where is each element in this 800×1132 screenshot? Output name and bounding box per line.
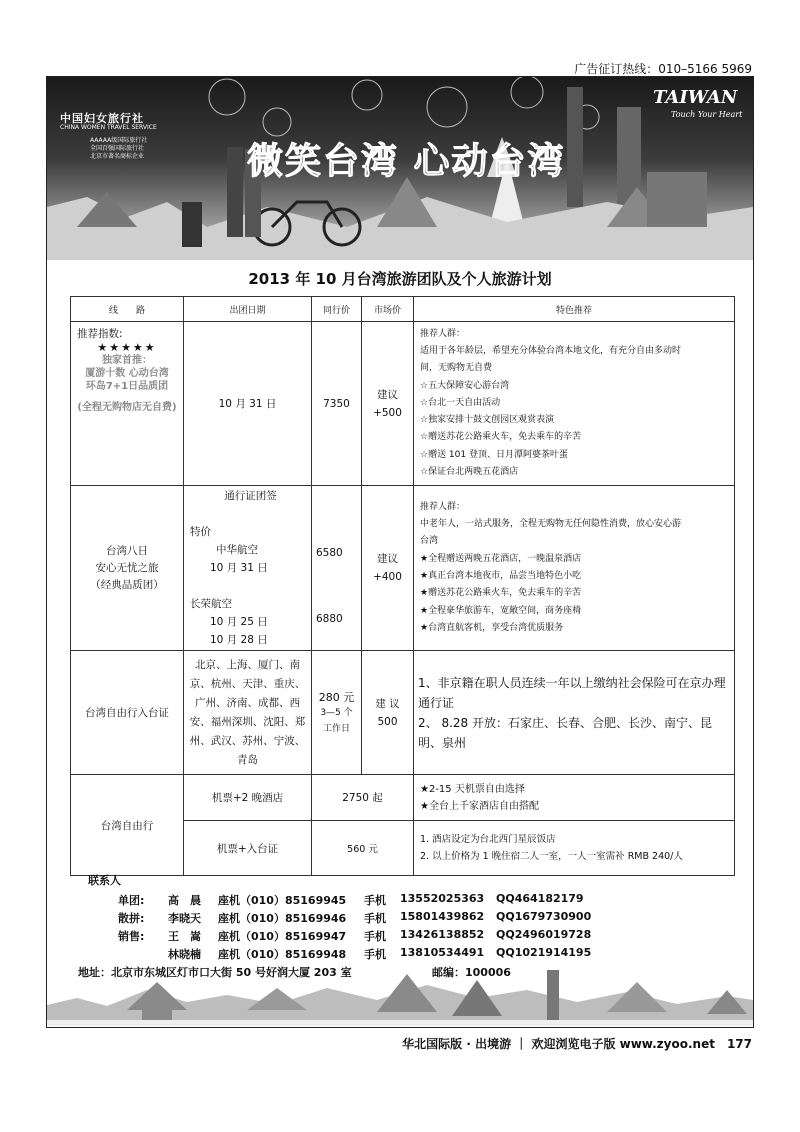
features-cell: 推荐人群： 中老年人，一站式服务，全程无购物无任何隐性消费，放心安心游 台湾 ★全程赠送两晚五花酒店，一晚温泉酒店 ★真正台湾本地夜市，品尝当地特色小吃 ★赠送苏花公路乘火车，免去乘车的辛苦 ★全程豪华旅游车，宽敞空间，商务座椅 ★台湾直航客机，享受台湾优质服务 bbox=[414, 486, 735, 651]
table-row bbox=[71, 322, 735, 486]
header-market-price: 市场价 bbox=[362, 297, 414, 322]
table-header bbox=[71, 297, 735, 322]
route-cell: 台湾八日 安心无忧之旅 （经典品质团） bbox=[71, 486, 184, 651]
route-highlight: 独家首推： 厦游十数 心动台湾 环岛7+1日品质团 bbox=[85, 355, 169, 392]
tour-plan-table bbox=[70, 296, 735, 876]
item-cell: 机票+入台证 bbox=[184, 821, 312, 876]
table-row bbox=[71, 486, 735, 651]
contact-phone: 座机（010）85169948 bbox=[218, 948, 347, 961]
header-peer-price: 同行价 bbox=[312, 297, 362, 322]
contact-name: 王 嵩 bbox=[168, 930, 201, 943]
page-title: 2013 年 10 月台湾旅游团队及个人旅游计划 bbox=[248, 270, 552, 288]
route-note: (全程无购物店无自费) bbox=[77, 402, 177, 413]
contact-mobile: 13552025363 bbox=[400, 892, 485, 905]
contact-mobile-label: 手机 bbox=[364, 948, 386, 961]
recommend-stars: ★★★★★ bbox=[97, 341, 157, 354]
logo-subtitle: AAAAA级国际旅行社 全国百强国际旅行社 北京市著名商标企业 bbox=[90, 137, 148, 160]
peer-price-cell: 6580 6880 bbox=[312, 486, 362, 651]
recommend-label: 推荐指数: bbox=[77, 328, 123, 340]
contact-mobile: 15801439862 bbox=[400, 910, 485, 923]
ad-hotline: 广告征订热线：010–5166 5969 bbox=[574, 62, 752, 76]
item-cell: 机票+2 晚酒店 bbox=[184, 775, 312, 821]
features-cell: ★2-15 天机票自由选择 ★全台上千家酒店自由搭配 bbox=[414, 775, 735, 821]
price-cell: 280 元 3—5 个 工作日 bbox=[312, 651, 362, 775]
market-price-cell: 建议 +500 bbox=[362, 322, 414, 486]
contact-role: 散拼: bbox=[118, 912, 145, 925]
contacts-heading: 联系人 bbox=[88, 874, 121, 887]
contact-phone: 座机（010）85169947 bbox=[218, 930, 347, 943]
contact-qq: QQ464182179 bbox=[496, 892, 584, 905]
header-features: 特色推荐 bbox=[414, 297, 735, 322]
logo-text-en: CHINA WOMEN TRAVEL SERVICE bbox=[60, 124, 157, 131]
taiwan-tagline: Touch Your Heart bbox=[671, 110, 743, 119]
table-row bbox=[71, 651, 735, 775]
taiwan-logo: TAIWAN bbox=[653, 87, 738, 108]
contact-name: 林晓楠 bbox=[168, 948, 201, 961]
market-price-cell: 建 议 500 bbox=[362, 651, 414, 775]
contact-role: 销售: bbox=[118, 930, 145, 943]
market-price-cell: 建议 +400 bbox=[362, 486, 414, 651]
page-footer: 华北国际版 · 出境游 ｜ 欢迎浏览电子版 www.zyoo.net 177 bbox=[402, 1037, 752, 1051]
cities-cell: 北京、上海、厦门、南京、杭州、天津、重庆、广州、济南、成都、西安、福州深圳、沈阳、郑州、武汉、苏州、宁波、青岛 bbox=[184, 651, 312, 775]
contact-name: 高 晨 bbox=[168, 894, 201, 907]
contact-mobile-label: 手机 bbox=[364, 930, 386, 943]
contact-name: 李晓天 bbox=[168, 912, 201, 925]
table-row bbox=[71, 775, 735, 821]
contact-mobile: 13426138852 bbox=[400, 928, 485, 941]
route-cell: 台湾自由行 bbox=[71, 775, 184, 876]
contact-qq: QQ1679730900 bbox=[496, 910, 592, 923]
header-date: 出团日期 bbox=[184, 297, 312, 322]
date-cell: 通行证团签 特价 中华航空 10 月 31 日 长荣航空 10 月 25 日 10 月 28 日 bbox=[184, 486, 312, 651]
address: 地址：北京市东城区灯市口大街 50 号好润大厦 203 室 bbox=[78, 966, 352, 979]
logo-text-cn: 中国妇女旅行社 bbox=[60, 112, 144, 125]
price-cell: 560 元 bbox=[312, 821, 414, 876]
price-cell: 2750 起 bbox=[312, 775, 414, 821]
header-route: 线 路 bbox=[71, 297, 184, 322]
contact-phone: 座机（010）85169945 bbox=[218, 894, 347, 907]
route-cell: 台湾自由行入台证 bbox=[71, 651, 184, 775]
skyline-illustration bbox=[47, 960, 753, 1026]
contact-mobile: 13810534491 bbox=[400, 946, 485, 959]
features-cell: 推荐人群： 适用于各年龄层，希望充分体验台湾本地文化，有充分自由多动时 间，无购物无自费 ☆五大保障安心游台湾 ☆台北一天自由活动 ☆独家安排十鼓文创园区观赏表演 ☆赠送苏花公路乘火车，免去乘车的辛苦 ☆赠送 101 登顶、日月潭阿婆茶叶蛋 ☆保证台北两晚五花酒店 bbox=[414, 322, 735, 486]
banner-slogan: 微笑台湾 心动台湾 bbox=[247, 141, 566, 182]
peer-price-cell: 7350 bbox=[312, 322, 362, 486]
postcode: 邮编：100006 bbox=[432, 966, 511, 979]
features-cell: 1. 酒店设定为台北西门星辰饭店 2. 以上价格为 1 晚住宿二人一室，一人一室需补 RMB 240/人 bbox=[414, 821, 735, 876]
contact-qq: QQ2496019728 bbox=[496, 928, 592, 941]
route-cell bbox=[71, 322, 184, 486]
date-cell: 10 月 31 日 bbox=[184, 322, 312, 486]
contact-qq: QQ1021914195 bbox=[496, 946, 592, 959]
contact-phone: 座机（010）85169946 bbox=[218, 912, 347, 925]
contact-mobile-label: 手机 bbox=[364, 894, 386, 907]
contact-role: 单团: bbox=[118, 894, 145, 907]
contact-mobile-label: 手机 bbox=[364, 912, 386, 925]
features-cell: 1、非京籍在职人员连续一年以上缴纳社会保险可在京办理通行证 2、 8.28 开放：石家庄、长春、合肥、长沙、南宁、昆明、泉州 bbox=[414, 651, 735, 775]
